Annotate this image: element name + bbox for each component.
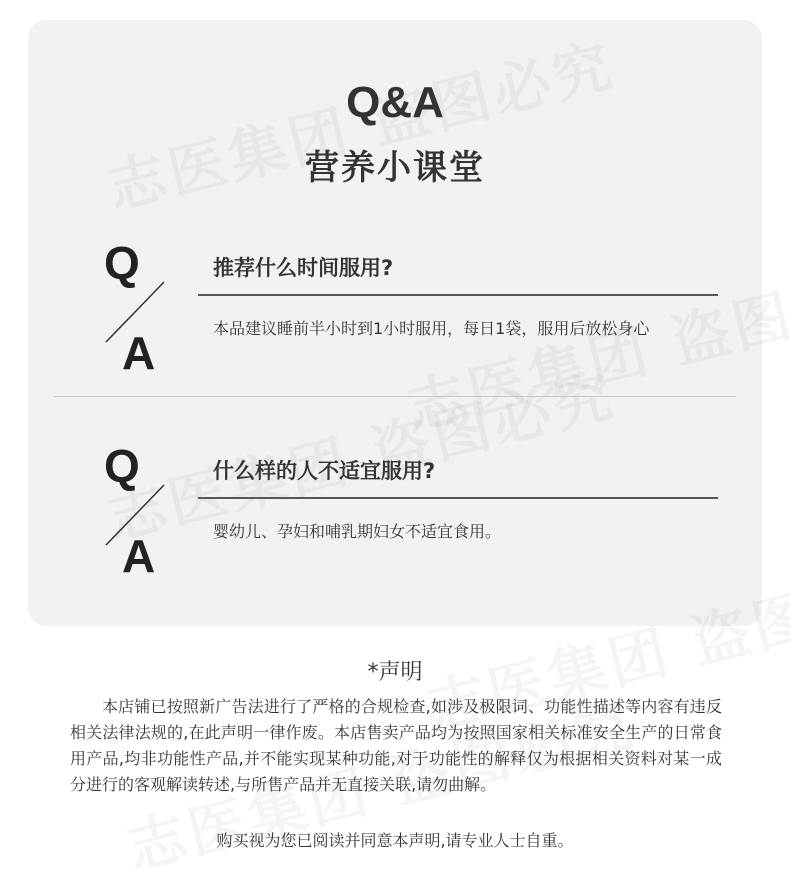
- a-letter: A: [122, 530, 156, 582]
- page-subtitle: 营养小课堂: [305, 148, 485, 188]
- q-letter: Q: [104, 237, 140, 289]
- qa-item: [0, 440, 790, 603]
- answer-text: 婴幼儿、孕妇和哺乳期妇女不适宜食用。: [213, 522, 502, 541]
- declaration-footer: 购买视为您已阅读并同意本声明,请专业人士自重。: [216, 831, 574, 850]
- a-letter: A: [122, 327, 156, 379]
- question-underline: [198, 294, 718, 296]
- section-divider: [54, 396, 736, 397]
- q-letter: Q: [104, 440, 140, 492]
- declaration-title: *声明: [367, 660, 423, 685]
- question-underline: [198, 497, 718, 499]
- declaration-body: 本店铺已按照新广告法进行了严格的合规检查,如涉及极限词、功能性描述等内容有违反相关法律法规的,在此声明一律作废。本店售卖产品均为按照国家相关标准安全生产的日常食用产品,均非功能性产品,并不能实现某种功能,对于功能性的解释仅为根据相关资料对某一成分进行的客观解读转述,与所售产品并无直接关联,请勿曲解。: [70, 697, 722, 794]
- answer-text: 本品建议睡前半小时到1小时服用，每日1袋，服用后放松身心: [213, 319, 650, 338]
- question-text: 推荐什么时间服用?: [213, 256, 394, 280]
- question-text: 什么样的人不适宜服用?: [213, 459, 436, 483]
- page-title: Q&A: [346, 78, 444, 127]
- qa-item: [0, 237, 790, 400]
